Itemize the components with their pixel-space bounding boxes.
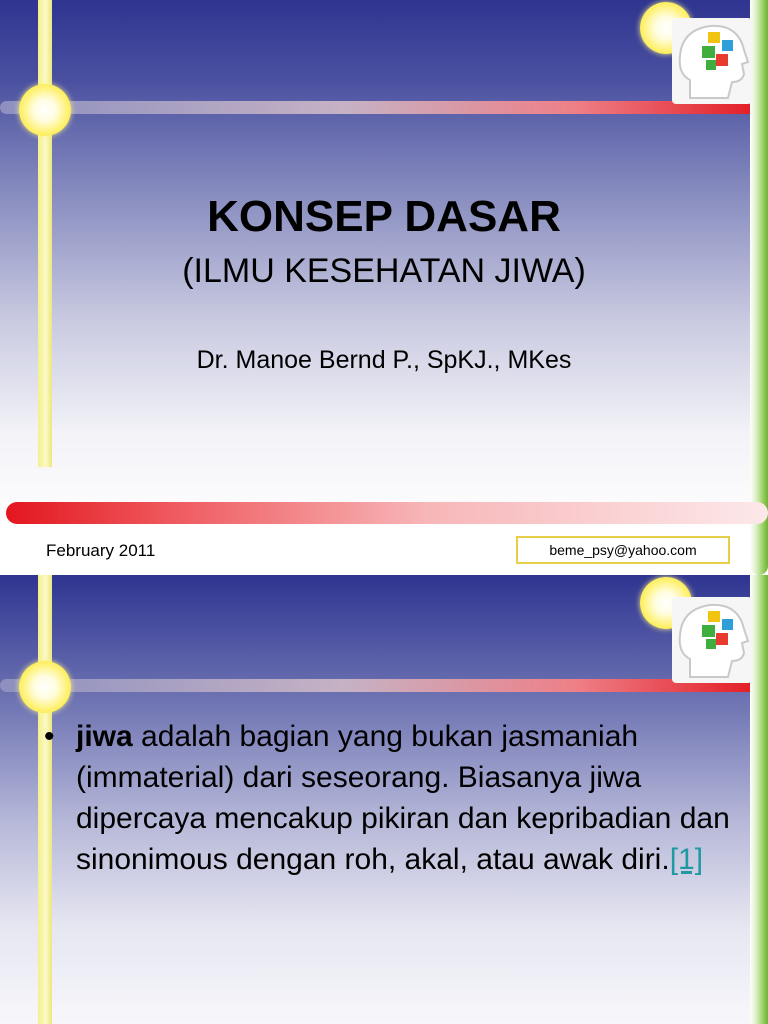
bullet-term: jiwa [76, 720, 133, 753]
slide-subtitle: (ILMU KESEHATAN JIWA) [182, 252, 586, 290]
bullet-dot-icon: • [44, 720, 55, 753]
green-side-bar [750, 575, 768, 1024]
bullet-item [44, 716, 734, 880]
slide-title: KONSEP DASAR [207, 192, 561, 241]
head-puzzle-logo-icon [672, 597, 752, 683]
bullet-body: adalah bagian yang bukan jasmaniah (immaterial) dari seseorang. Biasanya jiwa dipercaya mencakup pikiran dan kepribadian dan sinonimous dengan roh, akal, atau awak diri. [76, 720, 730, 876]
sun-glow-icon [19, 661, 71, 713]
horizontal-accent-bar [0, 679, 768, 692]
red-footer-bar [6, 502, 768, 524]
head-puzzle-logo-icon [672, 18, 752, 104]
horizontal-accent-bar [0, 101, 768, 114]
bullet-content [76, 716, 734, 880]
reference-link[interactable]: [1] [669, 843, 704, 876]
footer-date: February 2011 [46, 541, 156, 560]
author-name: Dr. Manoe Bernd P., SpKJ., MKes [196, 346, 572, 374]
sun-glow-icon [19, 84, 71, 136]
footer-email: beme_psy@yahoo.com [516, 536, 730, 564]
